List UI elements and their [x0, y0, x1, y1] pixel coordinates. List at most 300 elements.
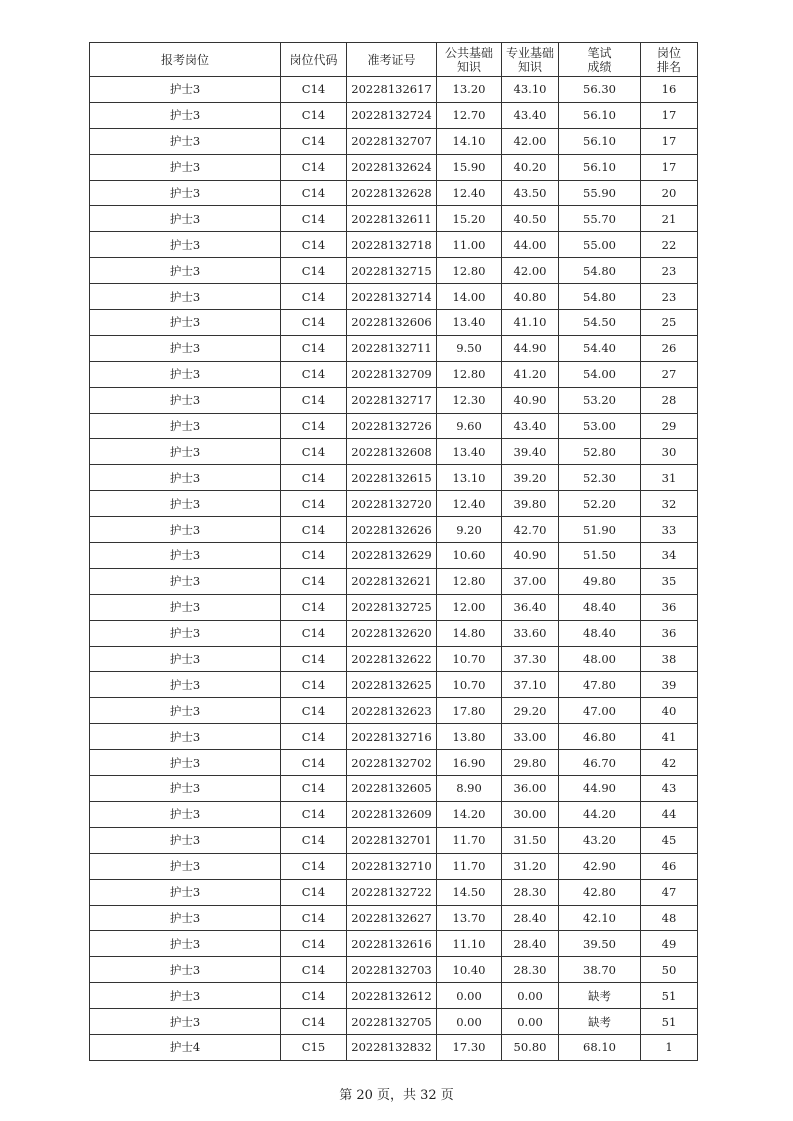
table-row	[90, 776, 698, 802]
cell-admission-number: 20228132612	[347, 983, 437, 1009]
header-line: 报考岗位	[160, 52, 209, 67]
table-body	[90, 77, 698, 1061]
cell-written-score: 52.30	[559, 465, 641, 491]
cell-admission-number: 20228132606	[347, 310, 437, 336]
cell-position-code: C14	[281, 335, 347, 361]
cell-position: 护士3	[90, 1009, 281, 1035]
table-row	[90, 77, 698, 103]
cell-rank: 17	[641, 154, 698, 180]
cell-public-knowledge: 10.40	[437, 957, 502, 983]
cell-written-score: 54.80	[559, 258, 641, 284]
table-row	[90, 594, 698, 620]
cell-public-knowledge: 9.20	[437, 517, 502, 543]
cell-admission-number: 20228132624	[347, 154, 437, 180]
cell-written-score: 52.20	[559, 491, 641, 517]
cell-rank: 45	[641, 827, 698, 853]
cell-position: 护士3	[90, 983, 281, 1009]
table-row	[90, 983, 698, 1009]
table-row	[90, 698, 698, 724]
cell-position-code: C14	[281, 957, 347, 983]
cell-written-score: 52.80	[559, 439, 641, 465]
cell-professional-knowledge: 37.00	[502, 568, 559, 594]
cell-professional-knowledge: 28.40	[502, 905, 559, 931]
cell-professional-knowledge: 28.30	[502, 957, 559, 983]
cell-admission-number: 20228132726	[347, 413, 437, 439]
cell-rank: 39	[641, 672, 698, 698]
cell-position: 护士3	[90, 335, 281, 361]
cell-admission-number: 20228132629	[347, 543, 437, 569]
cell-position: 护士3	[90, 620, 281, 646]
cell-professional-knowledge: 43.40	[502, 102, 559, 128]
table-row	[90, 879, 698, 905]
cell-professional-knowledge: 42.70	[502, 517, 559, 543]
scores-table	[89, 42, 698, 1061]
cell-public-knowledge: 17.80	[437, 698, 502, 724]
cell-rank: 43	[641, 776, 698, 802]
cell-position-code: C14	[281, 387, 347, 413]
cell-written-score: 48.40	[559, 620, 641, 646]
cell-written-score: 39.50	[559, 931, 641, 957]
cell-written-score: 46.70	[559, 750, 641, 776]
cell-rank: 51	[641, 1009, 698, 1035]
cell-written-score: 54.00	[559, 361, 641, 387]
table-row	[90, 543, 698, 569]
cell-written-score: 48.00	[559, 646, 641, 672]
table-row	[90, 646, 698, 672]
cell-position: 护士3	[90, 776, 281, 802]
cell-professional-knowledge: 33.00	[502, 724, 559, 750]
cell-professional-knowledge: 0.00	[502, 1009, 559, 1035]
header-line: 知识	[456, 59, 481, 74]
cell-public-knowledge: 13.20	[437, 77, 502, 103]
cell-position: 护士3	[90, 698, 281, 724]
cell-position-code: C14	[281, 206, 347, 232]
cell-written-score: 46.80	[559, 724, 641, 750]
cell-professional-knowledge: 40.90	[502, 543, 559, 569]
cell-professional-knowledge: 0.00	[502, 983, 559, 1009]
cell-position-code: C14	[281, 801, 347, 827]
table-row	[90, 413, 698, 439]
cell-professional-knowledge: 42.00	[502, 258, 559, 284]
cell-written-score: 56.10	[559, 154, 641, 180]
cell-position-code: C14	[281, 439, 347, 465]
cell-position: 护士3	[90, 310, 281, 336]
cell-admission-number: 20228132609	[347, 801, 437, 827]
table-row	[90, 672, 698, 698]
cell-public-knowledge: 14.20	[437, 801, 502, 827]
cell-written-score: 56.10	[559, 102, 641, 128]
cell-position-code: C14	[281, 724, 347, 750]
cell-public-knowledge: 10.60	[437, 543, 502, 569]
cell-position: 护士3	[90, 154, 281, 180]
header-line: 专业基础	[505, 45, 554, 60]
table-row	[90, 310, 698, 336]
header-line: 成绩	[587, 59, 612, 74]
cell-professional-knowledge: 29.80	[502, 750, 559, 776]
table-row	[90, 931, 698, 957]
cell-admission-number: 20228132724	[347, 102, 437, 128]
cell-rank: 32	[641, 491, 698, 517]
cell-position-code: C14	[281, 698, 347, 724]
cell-written-score: 56.30	[559, 77, 641, 103]
cell-public-knowledge: 14.00	[437, 284, 502, 310]
cell-position-code: C14	[281, 154, 347, 180]
cell-admission-number: 20228132832	[347, 1034, 437, 1060]
cell-position: 护士3	[90, 750, 281, 776]
cell-position-code: C14	[281, 543, 347, 569]
cell-public-knowledge: 14.10	[437, 128, 502, 154]
cell-public-knowledge: 10.70	[437, 646, 502, 672]
table-row	[90, 1009, 698, 1035]
cell-professional-knowledge: 31.20	[502, 853, 559, 879]
cell-rank: 17	[641, 102, 698, 128]
cell-position: 护士3	[90, 594, 281, 620]
cell-written-score: 缺考	[559, 1009, 641, 1035]
col-header-rank	[641, 43, 698, 77]
cell-written-score: 47.80	[559, 672, 641, 698]
cell-position-code: C14	[281, 594, 347, 620]
cell-position-code: C14	[281, 413, 347, 439]
cell-position: 护士3	[90, 543, 281, 569]
table-row	[90, 517, 698, 543]
table-row	[90, 206, 698, 232]
cell-professional-knowledge: 39.40	[502, 439, 559, 465]
cell-written-score: 44.20	[559, 801, 641, 827]
cell-rank: 28	[641, 387, 698, 413]
cell-professional-knowledge: 40.80	[502, 284, 559, 310]
cell-position: 护士3	[90, 102, 281, 128]
cell-public-knowledge: 16.90	[437, 750, 502, 776]
cell-admission-number: 20228132628	[347, 180, 437, 206]
cell-position: 护士3	[90, 361, 281, 387]
cell-written-score: 56.10	[559, 128, 641, 154]
cell-professional-knowledge: 43.40	[502, 413, 559, 439]
header-line: 排名	[656, 59, 681, 74]
cell-professional-knowledge: 36.40	[502, 594, 559, 620]
cell-rank: 36	[641, 594, 698, 620]
cell-position-code: C14	[281, 827, 347, 853]
cell-public-knowledge: 13.80	[437, 724, 502, 750]
cell-written-score: 42.90	[559, 853, 641, 879]
cell-position-code: C14	[281, 776, 347, 802]
cell-admission-number: 20228132625	[347, 672, 437, 698]
cell-position-code: C14	[281, 931, 347, 957]
cell-admission-number: 20228132620	[347, 620, 437, 646]
cell-rank: 48	[641, 905, 698, 931]
cell-admission-number: 20228132623	[347, 698, 437, 724]
cell-position-code: C14	[281, 491, 347, 517]
cell-public-knowledge: 11.00	[437, 232, 502, 258]
cell-position: 护士3	[90, 724, 281, 750]
cell-admission-number: 20228132702	[347, 750, 437, 776]
cell-professional-knowledge: 30.00	[502, 801, 559, 827]
cell-public-knowledge: 12.30	[437, 387, 502, 413]
cell-admission-number: 20228132715	[347, 258, 437, 284]
cell-admission-number: 20228132725	[347, 594, 437, 620]
cell-rank: 26	[641, 335, 698, 361]
cell-rank: 31	[641, 465, 698, 491]
cell-admission-number: 20228132608	[347, 439, 437, 465]
table-row	[90, 465, 698, 491]
cell-public-knowledge: 10.70	[437, 672, 502, 698]
table-row	[90, 620, 698, 646]
cell-rank: 21	[641, 206, 698, 232]
cell-position: 护士3	[90, 853, 281, 879]
cell-position: 护士3	[90, 413, 281, 439]
cell-public-knowledge: 12.80	[437, 258, 502, 284]
cell-position-code: C14	[281, 128, 347, 154]
cell-rank: 40	[641, 698, 698, 724]
table-row	[90, 258, 698, 284]
page-number-footer: 第 20 页，共 32 页	[339, 1088, 454, 1103]
cell-rank: 22	[641, 232, 698, 258]
cell-public-knowledge: 13.70	[437, 905, 502, 931]
col-header-public-knowledge	[437, 43, 502, 77]
cell-rank: 20	[641, 180, 698, 206]
cell-written-score: 38.70	[559, 957, 641, 983]
cell-position: 护士3	[90, 387, 281, 413]
cell-position: 护士3	[90, 128, 281, 154]
cell-rank: 46	[641, 853, 698, 879]
cell-professional-knowledge: 31.50	[502, 827, 559, 853]
cell-written-score: 48.40	[559, 594, 641, 620]
cell-public-knowledge: 12.70	[437, 102, 502, 128]
cell-position: 护士3	[90, 232, 281, 258]
cell-position: 护士3	[90, 517, 281, 543]
cell-written-score: 42.10	[559, 905, 641, 931]
table-row	[90, 750, 698, 776]
table-row	[90, 361, 698, 387]
cell-professional-knowledge: 40.50	[502, 206, 559, 232]
cell-rank: 16	[641, 77, 698, 103]
cell-admission-number: 20228132718	[347, 232, 437, 258]
cell-position: 护士3	[90, 77, 281, 103]
cell-public-knowledge: 11.70	[437, 827, 502, 853]
header-line: 公共基础	[444, 45, 493, 60]
cell-position: 护士3	[90, 879, 281, 905]
cell-professional-knowledge: 36.00	[502, 776, 559, 802]
cell-position: 护士3	[90, 284, 281, 310]
col-header-position-code	[281, 43, 347, 77]
cell-public-knowledge: 17.30	[437, 1034, 502, 1060]
cell-admission-number: 20228132611	[347, 206, 437, 232]
cell-professional-knowledge: 29.20	[502, 698, 559, 724]
cell-professional-knowledge: 28.40	[502, 931, 559, 957]
cell-professional-knowledge: 41.10	[502, 310, 559, 336]
cell-position-code: C14	[281, 284, 347, 310]
table-row	[90, 801, 698, 827]
cell-position-code: C14	[281, 310, 347, 336]
cell-professional-knowledge: 28.30	[502, 879, 559, 905]
cell-position: 护士3	[90, 491, 281, 517]
cell-public-knowledge: 8.90	[437, 776, 502, 802]
cell-admission-number: 20228132717	[347, 387, 437, 413]
table-row	[90, 853, 698, 879]
table-row	[90, 335, 698, 361]
cell-public-knowledge: 13.40	[437, 439, 502, 465]
cell-admission-number: 20228132616	[347, 931, 437, 957]
cell-rank: 49	[641, 931, 698, 957]
cell-public-knowledge: 12.40	[437, 491, 502, 517]
cell-written-score: 43.20	[559, 827, 641, 853]
cell-rank: 29	[641, 413, 698, 439]
table-row	[90, 491, 698, 517]
cell-public-knowledge: 14.50	[437, 879, 502, 905]
cell-rank: 50	[641, 957, 698, 983]
cell-professional-knowledge: 37.10	[502, 672, 559, 698]
cell-admission-number: 20228132720	[347, 491, 437, 517]
cell-position-code: C14	[281, 1009, 347, 1035]
table-row	[90, 154, 698, 180]
table-row	[90, 284, 698, 310]
cell-position-code: C14	[281, 568, 347, 594]
header-line: 准考证号	[367, 52, 416, 67]
cell-position: 护士3	[90, 672, 281, 698]
table-row	[90, 905, 698, 931]
cell-position-code: C14	[281, 983, 347, 1009]
cell-admission-number: 20228132617	[347, 77, 437, 103]
cell-position-code: C14	[281, 77, 347, 103]
table-row	[90, 827, 698, 853]
header-line: 岗位	[656, 45, 681, 60]
cell-admission-number: 20228132711	[347, 335, 437, 361]
cell-professional-knowledge: 42.00	[502, 128, 559, 154]
cell-professional-knowledge: 39.80	[502, 491, 559, 517]
cell-written-score: 55.90	[559, 180, 641, 206]
cell-position-code: C14	[281, 750, 347, 776]
cell-rank: 23	[641, 284, 698, 310]
cell-professional-knowledge: 40.20	[502, 154, 559, 180]
cell-admission-number: 20228132615	[347, 465, 437, 491]
cell-position-code: C14	[281, 646, 347, 672]
cell-admission-number: 20228132707	[347, 128, 437, 154]
cell-professional-knowledge: 44.00	[502, 232, 559, 258]
cell-professional-knowledge: 50.80	[502, 1034, 559, 1060]
cell-admission-number: 20228132703	[347, 957, 437, 983]
cell-rank: 36	[641, 620, 698, 646]
header-line: 知识	[517, 59, 542, 74]
cell-professional-knowledge: 40.90	[502, 387, 559, 413]
cell-position-code: C14	[281, 620, 347, 646]
cell-public-knowledge: 14.80	[437, 620, 502, 646]
cell-rank: 35	[641, 568, 698, 594]
cell-position: 护士3	[90, 439, 281, 465]
cell-position: 护士3	[90, 931, 281, 957]
cell-position-code: C14	[281, 672, 347, 698]
cell-position-code: C15	[281, 1034, 347, 1060]
cell-written-score: 51.90	[559, 517, 641, 543]
cell-admission-number: 20228132622	[347, 646, 437, 672]
cell-public-knowledge: 13.40	[437, 310, 502, 336]
table-row	[90, 387, 698, 413]
cell-position-code: C14	[281, 258, 347, 284]
cell-written-score: 54.50	[559, 310, 641, 336]
header-line: 岗位代码	[289, 52, 338, 67]
cell-written-score: 42.80	[559, 879, 641, 905]
cell-position-code: C14	[281, 180, 347, 206]
cell-position: 护士3	[90, 801, 281, 827]
table-row	[90, 957, 698, 983]
cell-position-code: C14	[281, 517, 347, 543]
table-row	[90, 128, 698, 154]
cell-public-knowledge: 9.60	[437, 413, 502, 439]
table-row	[90, 724, 698, 750]
cell-written-score: 47.00	[559, 698, 641, 724]
table-row	[90, 102, 698, 128]
cell-rank: 34	[641, 543, 698, 569]
cell-admission-number: 20228132621	[347, 568, 437, 594]
cell-rank: 1	[641, 1034, 698, 1060]
cell-written-score: 55.70	[559, 206, 641, 232]
cell-position: 护士3	[90, 206, 281, 232]
cell-public-knowledge: 15.20	[437, 206, 502, 232]
cell-public-knowledge: 12.80	[437, 568, 502, 594]
col-header-admission-number	[347, 43, 437, 77]
cell-rank: 27	[641, 361, 698, 387]
cell-admission-number: 20228132722	[347, 879, 437, 905]
cell-rank: 51	[641, 983, 698, 1009]
cell-position: 护士3	[90, 568, 281, 594]
header-line: 笔试	[587, 45, 612, 60]
cell-rank: 44	[641, 801, 698, 827]
cell-position: 护士3	[90, 465, 281, 491]
cell-rank: 23	[641, 258, 698, 284]
cell-professional-knowledge: 43.50	[502, 180, 559, 206]
cell-public-knowledge: 12.00	[437, 594, 502, 620]
cell-admission-number: 20228132714	[347, 284, 437, 310]
cell-written-score: 53.20	[559, 387, 641, 413]
cell-written-score: 55.00	[559, 232, 641, 258]
cell-public-knowledge: 0.00	[437, 983, 502, 1009]
cell-position: 护士3	[90, 905, 281, 931]
cell-professional-knowledge: 44.90	[502, 335, 559, 361]
cell-professional-knowledge: 37.30	[502, 646, 559, 672]
col-header-position	[90, 43, 281, 77]
cell-written-score: 51.50	[559, 543, 641, 569]
cell-rank: 17	[641, 128, 698, 154]
cell-professional-knowledge: 43.10	[502, 77, 559, 103]
table-row	[90, 180, 698, 206]
cell-written-score: 44.90	[559, 776, 641, 802]
cell-written-score: 54.40	[559, 335, 641, 361]
cell-position-code: C14	[281, 879, 347, 905]
cell-position-code: C14	[281, 905, 347, 931]
cell-position-code: C14	[281, 853, 347, 879]
cell-position-code: C14	[281, 232, 347, 258]
cell-public-knowledge: 11.70	[437, 853, 502, 879]
cell-admission-number: 20228132716	[347, 724, 437, 750]
cell-written-score: 54.80	[559, 284, 641, 310]
cell-position: 护士3	[90, 957, 281, 983]
cell-public-knowledge: 11.10	[437, 931, 502, 957]
cell-written-score: 49.80	[559, 568, 641, 594]
cell-admission-number: 20228132701	[347, 827, 437, 853]
cell-public-knowledge: 9.50	[437, 335, 502, 361]
cell-public-knowledge: 15.90	[437, 154, 502, 180]
table-row	[90, 1034, 698, 1060]
cell-professional-knowledge: 41.20	[502, 361, 559, 387]
cell-admission-number: 20228132710	[347, 853, 437, 879]
table-row	[90, 568, 698, 594]
cell-rank: 33	[641, 517, 698, 543]
cell-public-knowledge: 12.40	[437, 180, 502, 206]
cell-position-code: C14	[281, 102, 347, 128]
cell-rank: 47	[641, 879, 698, 905]
cell-position: 护士3	[90, 180, 281, 206]
cell-rank: 30	[641, 439, 698, 465]
cell-position: 护士3	[90, 827, 281, 853]
col-header-written-score	[559, 43, 641, 77]
